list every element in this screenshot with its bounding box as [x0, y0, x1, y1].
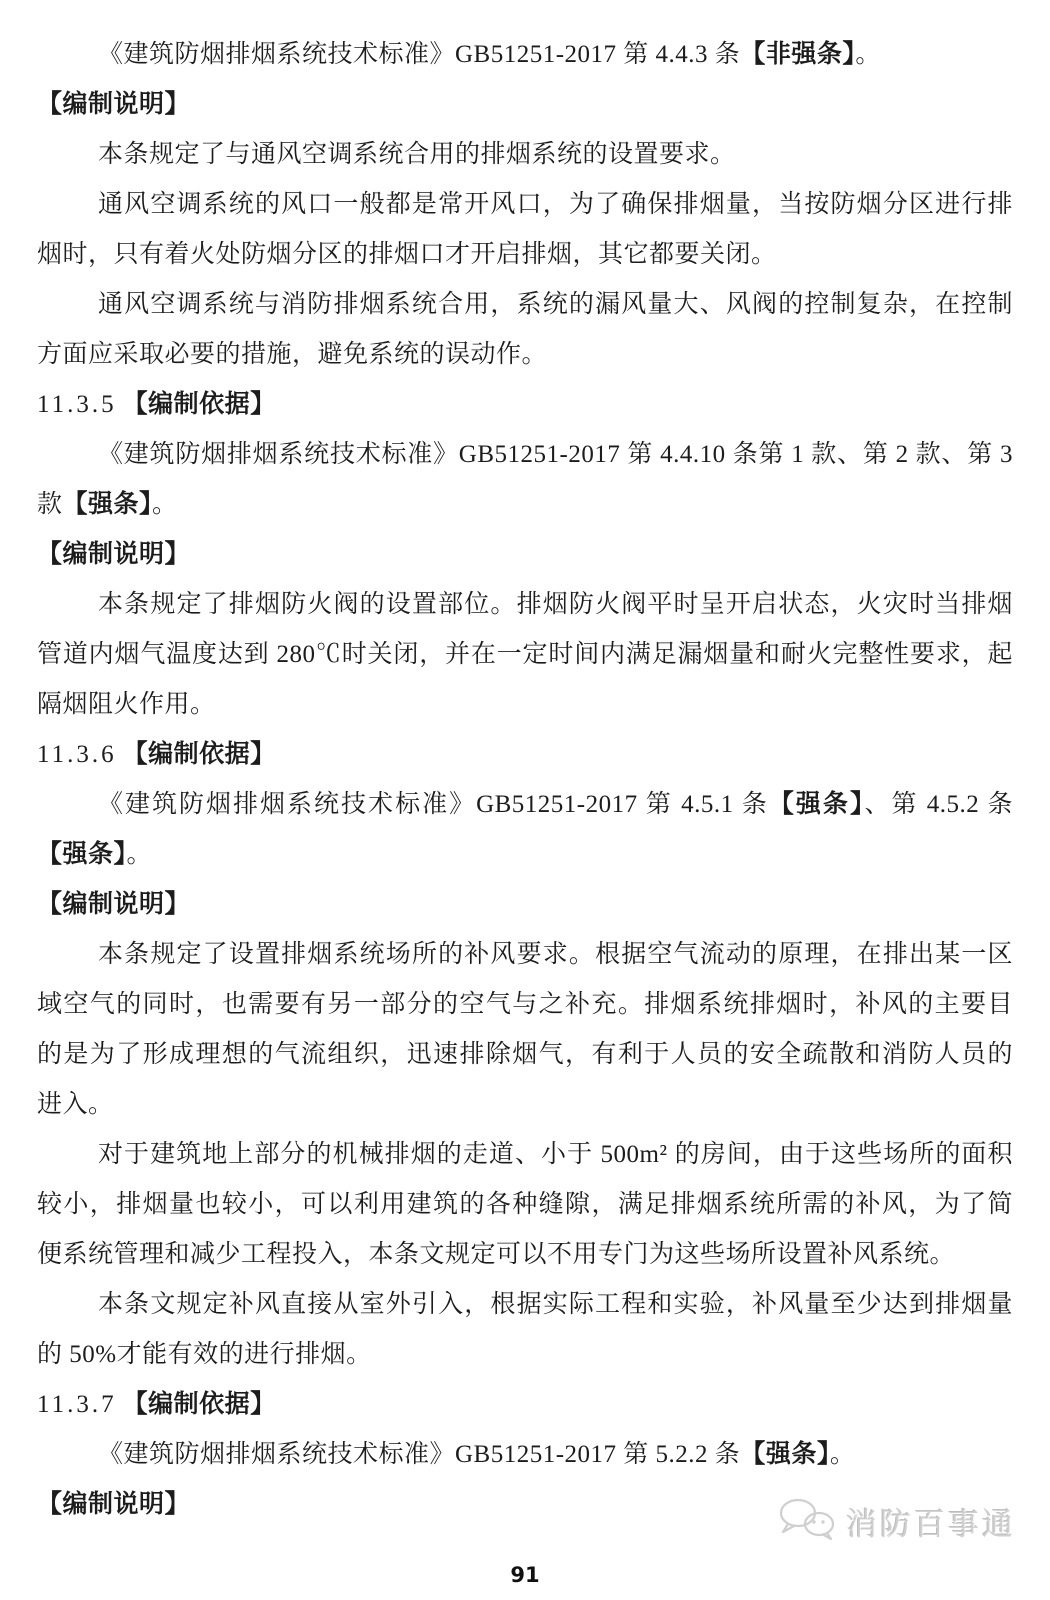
body-text: 。: [152, 491, 178, 518]
body-text: 较小，排烟量也较小，可以利用建筑的各种缝隙，满足排烟系统所需的补风，为了简: [37, 1191, 1013, 1218]
paragraph-line: [37, 1430, 1013, 1480]
paragraph-line: [37, 580, 1013, 630]
body-text: 进入。: [37, 1091, 114, 1118]
body-text: 本条规定了与通风空调系统合用的排烟系统的设置要求。: [98, 141, 736, 168]
emphasis-text: 【编制依据】: [122, 391, 276, 418]
section-heading: [37, 1380, 1013, 1430]
body-text: 对于建筑地上部分的机械排烟的走道、小于 500m² 的房间，由于这些场所的面积: [98, 1141, 1013, 1168]
paragraph-line: [37, 30, 1013, 80]
paragraph-line: [37, 980, 1013, 1030]
emphasis-text: 【强条】: [37, 841, 127, 868]
emphasis-text: 【编制依据】: [122, 1391, 276, 1418]
emphasis-text: 【编制说明】: [37, 91, 191, 118]
paragraph-line: [37, 1080, 1013, 1130]
paragraph-line: [37, 180, 1013, 230]
emphasis-text: 【编制说明】: [37, 891, 191, 918]
paragraph-line: [37, 230, 1013, 280]
body-text: 通风空调系统与消防排烟系统合用，系统的漏风量大、风阀的控制复杂，在控制: [98, 291, 1013, 318]
body-text: 域空气的同时，也需要有另一部分的空气与之补充。排烟系统排烟时，补风的主要目: [37, 991, 1013, 1018]
emphasis-text: 【强条】: [768, 791, 865, 818]
section-heading: [37, 530, 1013, 580]
paragraph-line: [37, 1280, 1013, 1330]
section-heading: [37, 380, 1013, 430]
body-text: 本条规定了排烟防火阀的设置部位。排烟防火阀平时呈开启状态，火灾时当排烟: [98, 591, 1013, 618]
paragraph-line: [37, 780, 1013, 830]
emphasis-text: 【强条】: [62, 491, 153, 518]
wechat-bubbles-icon: [776, 1496, 838, 1547]
paragraph-line: [37, 830, 1013, 880]
document-body: [37, 30, 1013, 1530]
emphasis-text: 【编制说明】: [37, 1491, 191, 1518]
body-text: 方面应采取必要的措施，避免系统的误动作。: [37, 341, 548, 368]
body-text: 。: [829, 1441, 856, 1468]
body-text: 的是为了形成理想的气流组织，迅速排除烟气，有利于人员的安全疏散和消防人员的: [37, 1041, 1013, 1068]
emphasis-text: 【编制依据】: [122, 741, 276, 768]
paragraph-line: [37, 1130, 1013, 1180]
section-number: 11.3.7: [37, 1391, 117, 1418]
paragraph-line: [37, 1230, 1013, 1280]
emphasis-text: 【强条】: [740, 1441, 830, 1468]
paragraph-line: [37, 480, 1013, 530]
body-text: 隔烟阻火作用。: [37, 691, 216, 718]
body-text: 《建筑防烟排烟系统技术标准》GB51251-2017 第 5.2.2 条: [98, 1441, 741, 1468]
body-text: 。: [855, 41, 881, 68]
paragraph-line: [37, 430, 1013, 480]
section-heading: [37, 80, 1013, 130]
body-text: 管道内烟气温度达到 280℃时关闭，并在一定时间内满足漏烟量和耐火完整性要求，起: [37, 641, 1013, 668]
body-text: 通风空调系统的风口一般都是常开风口，为了确保排烟量，当按防烟分区进行排: [98, 191, 1013, 218]
paragraph-line: [37, 1180, 1013, 1230]
body-text: 本条规定了设置排烟系统场所的补风要求。根据空气流动的原理，在排出某一区: [98, 941, 1013, 968]
body-text: 《建筑防烟排烟系统技术标准》GB51251-2017 第 4.4.10 条第 1 款、第 2 款、第 3: [98, 441, 1013, 468]
paragraph-line: [37, 280, 1013, 330]
watermark: [776, 1496, 1016, 1547]
paragraph-line: [37, 930, 1013, 980]
body-text: 烟时，只有着火处防烟分区的排烟口才开启排烟，其它都要关闭。: [37, 241, 777, 268]
paragraph-line: [37, 130, 1013, 180]
body-text: 、第 4.5.2 条: [864, 791, 1013, 818]
paragraph-line: [37, 330, 1013, 380]
watermark-text: 消防百事通: [846, 1507, 1016, 1542]
paragraph-line: [37, 1030, 1013, 1080]
body-text: 的 50%才能有效的进行排烟。: [37, 1341, 372, 1368]
body-text: 《建筑防烟排烟系统技术标准》GB51251-2017 第 4.5.1 条: [98, 791, 769, 818]
section-number: 11.3.5: [37, 391, 117, 418]
paragraph-line: [37, 630, 1013, 680]
section-heading: [37, 880, 1013, 930]
emphasis-text: 【非强条】: [740, 41, 856, 68]
page-number: 91: [510, 1563, 540, 1587]
body-text: 。: [126, 841, 153, 868]
section-number: 11.3.6: [37, 741, 117, 768]
body-text: 本条文规定补风直接从室外引入，根据实际工程和实验，补风量至少达到排烟量: [98, 1291, 1013, 1318]
body-text: 款: [37, 491, 63, 518]
paragraph-line: [37, 1330, 1013, 1380]
body-text: 《建筑防烟排烟系统技术标准》GB51251-2017 第 4.4.3 条: [98, 41, 741, 68]
paragraph-line: [37, 680, 1013, 730]
emphasis-text: 【编制说明】: [37, 541, 191, 568]
section-heading: [37, 730, 1013, 780]
body-text: 便系统管理和减少工程投入，本条文规定可以不用专门为这些场所设置补风系统。: [37, 1241, 956, 1268]
